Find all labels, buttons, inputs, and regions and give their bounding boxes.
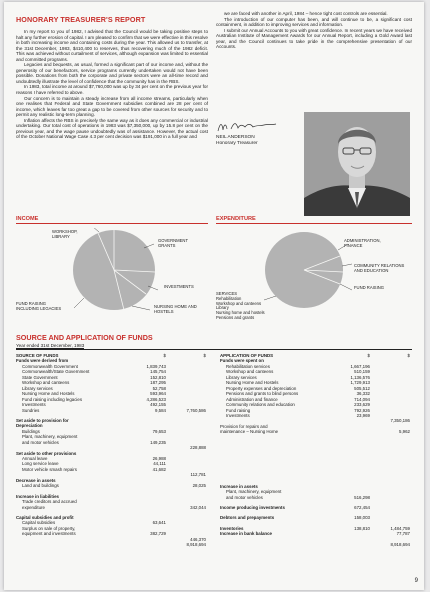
income-heading: INCOME xyxy=(16,216,39,222)
table-row-label: Income producing investments xyxy=(220,505,285,511)
expenditure-services-label: SERVICES xyxy=(216,291,238,296)
table-row-label: SOURCE OF FUNDS xyxy=(16,353,59,358)
table-row-label: Provision for repairs and xyxy=(220,423,268,429)
table-row-label: State Government xyxy=(22,374,58,380)
expenditure-label-fundraising: FUND RAISING xyxy=(354,285,385,290)
table-row-label: Investments xyxy=(226,412,250,418)
table-cell-value: 792,926 xyxy=(354,407,370,413)
table-row-label: and motor vehicles xyxy=(22,439,59,445)
table-row-label: Inventories xyxy=(220,525,244,531)
table-cell-value: $ xyxy=(163,353,166,358)
table-cell-value: 492,155 xyxy=(150,402,166,408)
table-row-label: Annual leave xyxy=(22,456,48,461)
table-row-label: Pensions and grants to blind persons xyxy=(226,391,299,397)
table-row-label: Increase in liabilities xyxy=(16,493,59,499)
table-cell-value: 1,136,576 xyxy=(350,374,370,380)
income-label-government: GOVERNMENT GRANTS xyxy=(158,238,188,248)
table-cell-value: 510,159 xyxy=(354,369,370,375)
table-row-label: Set aside to provision for xyxy=(16,417,69,423)
table-cell-value: 593,964 xyxy=(150,391,166,397)
table-cell-value: 52,758 xyxy=(152,385,166,391)
table-cell-value: 516,298 xyxy=(354,494,370,500)
table-row-label: Increase in bank balance xyxy=(220,531,272,537)
table-cell-value: 1,667,196 xyxy=(350,363,370,369)
table-row-label: Workshop and canteens xyxy=(22,380,70,386)
table-row-label: Depreciation xyxy=(16,423,43,429)
table-row-label: Long service leave xyxy=(22,461,59,467)
table-cell-total: 7,350,186 xyxy=(390,418,410,424)
table-cell-total: 5,962 xyxy=(399,429,410,435)
services-item: Rehabilitation xyxy=(216,295,242,301)
table-cell-value: 41,682 xyxy=(152,466,166,472)
table-row-label: Fund raising xyxy=(226,407,251,413)
table-row-label: Plant, machinery, equipment xyxy=(226,489,282,495)
table-row-label: Decrease in assets xyxy=(16,477,56,483)
table-cell-value: 233,629 xyxy=(354,402,370,408)
table-row-label: Motor vehicle smash repairs xyxy=(22,466,77,472)
table-cell-value: 1,729,913 xyxy=(350,380,370,386)
table-cell-value: 187,295 xyxy=(150,380,166,386)
table-cell-value: 714,094 xyxy=(354,396,370,402)
table-cell-value: 63,641 xyxy=(152,520,166,526)
paragraph: Our concern is to maintain a steady increase from all income streams, particularly when one realises that Federal and State Government subsidies combined are 28 per cent of income, which leaves far too great a gap to be covered from other sources for security and to permit any realistic long-term planning. xyxy=(16,95,208,118)
table-row-label: Funds were spent on xyxy=(220,358,264,364)
table-row-label: Sundries xyxy=(22,407,40,413)
expenditure-label-community: COMMUNITY RELATIONS AND EDUCATION xyxy=(354,263,405,273)
paragraph: Legacies and bequests, as usual, formed a significant part of our income and, without the generosity of our benefactors, service programs currently undertaken would not have been possible. Donations from both the corporate and private sectors were an all-time record and undoubtedly illustrate the level of confidence that the community has in the RBS. xyxy=(16,62,208,84)
expenditure-services-list xyxy=(216,297,296,321)
table-cell-total: 112,781 xyxy=(190,472,206,478)
services-item: Nursing home and hostels xyxy=(216,310,265,316)
table-cell-total: 1,484,759 xyxy=(390,525,410,531)
table-cell-total: 342,044 xyxy=(190,504,206,510)
table-cell-total: $ xyxy=(203,353,206,358)
income-label-workshop: WORKSHOP, LIBRARY xyxy=(52,229,78,239)
table-cell-total: 77,787 xyxy=(396,531,410,537)
table-cell-value: 44,111 xyxy=(153,461,166,467)
table-row-label: Buildings xyxy=(22,428,40,434)
table-cell-value: 672,454 xyxy=(354,505,370,511)
report-title: HONORARY TREASURER'S REPORT xyxy=(16,15,146,24)
paragraph: In 1983, total income at around $7,760,000 was up by 34 per cent on the previous year for reasons I have referred to above. xyxy=(16,84,208,96)
services-item: Pensions and grants xyxy=(216,314,255,320)
funds-rule xyxy=(16,349,412,350)
table-row-label: Plant, machinery, equipment xyxy=(22,434,78,440)
table-row-label: Library services xyxy=(22,385,53,391)
funds-heading: SOURCE AND APPLICATION OF FUNDS xyxy=(16,333,153,342)
table-row-label: Property expenses and depreciation xyxy=(226,385,297,391)
table-cell-total: 28,025 xyxy=(192,483,206,489)
table-row-label: equipment and investments xyxy=(22,531,76,537)
table-row-label: and motor vehicles xyxy=(226,494,263,500)
income-label-nursing: NURSING HOME AND HOSTELS xyxy=(154,304,197,314)
table-cell-value: 9,584 xyxy=(155,407,166,413)
table-row-label: Set aside to other provisions xyxy=(16,450,77,456)
table-row-label: maintenance – Nursing Home xyxy=(220,429,279,435)
table-row-label: expenditure xyxy=(22,504,45,510)
table-cell-value: 26,988 xyxy=(152,456,166,461)
paragraph: I submit our Annual Accounts to you with great confidence. In recent years we have received Australian Institute of Management Awards for our Annual Report, including a Gold Award last year, and the Council continues to take pride in the comprehensive presentation of our Accounts. xyxy=(216,27,412,50)
table-cell-total: 7,760,586 xyxy=(186,407,206,413)
table-row-label: Increase in assets xyxy=(220,483,258,489)
table-row-label: Workshop and canteens xyxy=(226,369,274,375)
table-row-label: Investments xyxy=(22,402,46,408)
signatory-block xyxy=(216,135,258,146)
table-row-label: Trade creditors and accrued xyxy=(22,499,77,505)
expenditure-heading: EXPENDITURE xyxy=(216,216,256,222)
table-cell-value: $ xyxy=(367,353,370,358)
report-left-column xyxy=(16,29,208,140)
table-row-label: Capital subsidies and profit xyxy=(16,514,74,520)
paragraph: In my report to you of 1982, I advised that the Council would be taking positive steps to halt any further erosion of capital. I am pleased to confirm that we were effective in this resolve in both increasing income and containing costs during the year. This allowed us to transfer, at the 31st December, 1983, $410,400 to reserves, thus recovering much of the 1982 deficit. This was achieved without curtailment of services, although expansion was limited to essential and committed programs. xyxy=(16,29,208,62)
table-cell-total: 8,918,694 xyxy=(186,542,206,548)
table-cell-value: 152,810 xyxy=(150,374,166,380)
income-label-investments: INVESTMENTS xyxy=(164,284,194,289)
expenditure-rule xyxy=(216,223,412,224)
table-row-label: Nursing Home and Hostels xyxy=(226,380,279,386)
table-row-label: Land and buildings xyxy=(22,483,59,489)
table-row-label: Library services xyxy=(226,374,257,380)
page-number: 9 xyxy=(414,578,418,584)
table-cell-total: $ xyxy=(407,353,410,358)
table-row-label: Surplus on sale of property, xyxy=(22,525,76,531)
funds-year-text: Year ended 31st December, 1983 xyxy=(16,343,85,348)
table-cell-value: 1,839,743 xyxy=(146,363,166,369)
table-cell-value: 149,235 xyxy=(150,439,166,445)
table-cell-value: 158,003 xyxy=(354,515,370,521)
table-cell-value: 23,969 xyxy=(356,412,370,418)
services-item: Workshop and canteens xyxy=(216,300,262,306)
table-cell-value: 145,754 xyxy=(150,369,166,375)
expenditure-label-admin: ADMINISTRATION, FINANCE xyxy=(344,238,381,248)
table-row-label: Rehabilitation services xyxy=(226,363,270,369)
report-right-column xyxy=(216,11,412,50)
table-row-label: Community relations and education xyxy=(226,402,295,408)
table-cell-total: 228,888 xyxy=(190,445,206,451)
treasurer-portrait xyxy=(304,112,410,216)
table-row-label: Funds were derived from xyxy=(16,358,69,364)
table-row-label: Administration and finance xyxy=(226,396,278,402)
report-page xyxy=(4,2,424,590)
funds-year-line xyxy=(16,343,84,348)
paragraph: Inflation affects the RBS in precisely the same way as it does any commercial or industrial undertaking. Our total cost of operations in 1983 was $7,350,000, up by 15.8 per cent on the previous year, and the wage pause undoubtedly was of assistance. However, the actual cost of the October National Wage Case 4.3 per cent decision was $191,000 in a full year and xyxy=(16,117,208,140)
paragraph: we are faced with another in April, 1984 – hence tight cost controls are essential. xyxy=(224,11,388,16)
paragraph: The introduction of our computer has been, and will continue to be, a significant cost containment, in addition to improving services and information. xyxy=(216,16,412,28)
table-cell-value: 79,653 xyxy=(152,428,166,434)
income-label-fundraising: FUND RAISING INCLUDING LEGACIES xyxy=(16,301,62,311)
table-cell-value: 505,512 xyxy=(354,385,370,391)
signatory-name: NEIL ANDERSON xyxy=(216,135,255,140)
table-cell-value: 138,810 xyxy=(354,525,370,531)
services-item: Library xyxy=(216,305,229,311)
table-row-label: Fund raising including legacies xyxy=(22,396,83,402)
table-cell-total: 8,918,694 xyxy=(390,541,410,547)
table-cell-value: 4,286,523 xyxy=(146,396,166,402)
signatory-title: Honorary Treasurer xyxy=(216,140,258,146)
signature-image xyxy=(216,120,278,134)
income-rule xyxy=(16,223,208,224)
expenditure-services-block xyxy=(216,292,296,321)
table-row-label: Debtors and prepayments xyxy=(220,515,275,521)
table-cell-total: 446,370 xyxy=(190,536,206,542)
table-cell-value: 36,332 xyxy=(356,391,370,397)
table-row-label: APPLICATION OF FUNDS xyxy=(220,353,274,358)
table-row-label: Nursing Home and Hostels xyxy=(22,391,75,397)
table-row-label: Capital subsidies xyxy=(22,520,56,526)
table-cell-value: 382,729 xyxy=(150,531,166,537)
table-row-label: Commonwealth/State Government xyxy=(22,369,90,375)
table-row-label: Commonwealth Government xyxy=(22,363,78,369)
